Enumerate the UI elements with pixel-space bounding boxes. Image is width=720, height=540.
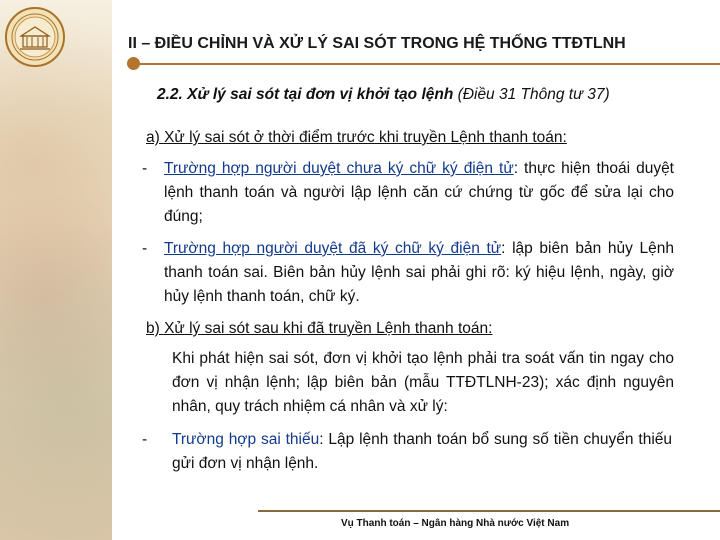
part-b-heading-text: b) Xử lý sai sót sau khi đã truyền Lệnh thanh toán:: [146, 320, 493, 337]
part-a-heading: [146, 126, 686, 150]
bank-emblem-logo: [4, 6, 66, 68]
footer-rule: [258, 510, 720, 512]
bullet-text: [164, 237, 674, 309]
bullet-dash: -: [142, 431, 148, 448]
bullet-text: [164, 157, 674, 229]
bullet-rest: : lập biên bản hủy Lệnh thanh toán sai. Biên bản hủy lệnh sai phải ghi rõ: ký hiệu lệnh, ngày, giờ hủy lệnh thanh toán, chữ ký.: [164, 240, 674, 305]
section-reference: (Điều 31 Thông tư 37): [457, 86, 610, 103]
section-title-text: 2.2. Xử lý sai sót tại đơn vị khởi tạo lệnh: [157, 86, 454, 103]
list-item: [142, 237, 674, 309]
part-b-intro: Khi phát hiện sai sót, đơn vị khởi tạo lệnh phải tra soát vấn tin ngay cho đơn vị nhận lệnh; lập biên bản (mẫu TTĐTLNH-23); xác định nguyên nhân, quy trách nhiệm cá nhân và xử lý:: [172, 350, 674, 415]
list-item: [142, 157, 674, 229]
decorative-background-strip: [0, 0, 112, 540]
list-item: [142, 428, 672, 476]
section-title: [157, 86, 610, 104]
bullet-dash: -: [142, 160, 148, 177]
bullet-text: [172, 428, 672, 476]
bullet-lead: Trường hợp sai thiếu: [172, 431, 320, 448]
page-header-title: II – ĐIỀU CHỈNH VÀ XỬ LÝ SAI SÓT TRONG HỆ THỐNG TTĐTLNH: [128, 35, 626, 52]
footer-text: Vụ Thanh toán – Ngân hàng Nhà nước Việt Nam: [341, 518, 570, 529]
bullet-dash: -: [142, 240, 148, 257]
bullet-lead: Trường hợp người duyệt chưa ký chữ ký điện tử: [164, 160, 514, 177]
part-a-heading-text: a) Xử lý sai sót ở thời điểm trước khi truyền Lệnh thanh toán:: [146, 129, 567, 146]
part-b-heading: [146, 317, 686, 341]
bullet-rest: : Lập lệnh thanh toán bổ sung số tiền chuyển thiếu gửi đơn vị nhận lệnh.: [172, 431, 672, 472]
title-underline-rule: [133, 63, 720, 65]
bullet-rest: : thực hiện thoái duyệt lệnh thanh toán và người lập lệnh căn cứ chứng từ gốc để sửa lại cho đúng;: [164, 160, 674, 225]
bullet-lead: Trường hợp người duyệt đã ký chữ ký điện tử: [164, 240, 502, 257]
